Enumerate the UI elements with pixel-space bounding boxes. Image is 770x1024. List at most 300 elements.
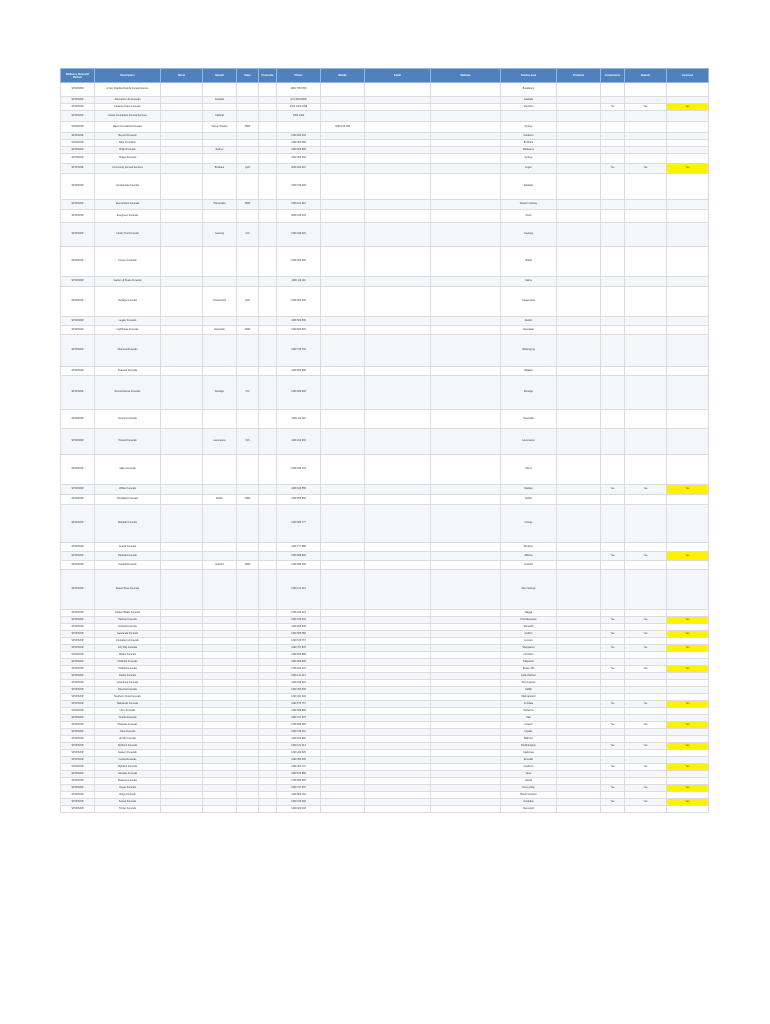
table-cell: SPONSOR bbox=[61, 223, 95, 247]
table-row[interactable] bbox=[61, 799, 709, 806]
table-cell bbox=[431, 200, 501, 210]
table-cell: Brisbane bbox=[501, 140, 557, 147]
table-cell bbox=[365, 133, 431, 140]
table-cell bbox=[321, 543, 365, 552]
table-cell: Yes bbox=[667, 645, 709, 652]
table-cell bbox=[365, 140, 431, 147]
table-cell bbox=[161, 799, 203, 806]
table-row[interactable] bbox=[61, 164, 709, 174]
table-cell: SPONSOR bbox=[61, 785, 95, 792]
table-cell: Hervey Bay bbox=[501, 785, 557, 792]
table-cell: Dubbo bbox=[203, 495, 237, 505]
table-row[interactable] bbox=[61, 729, 709, 736]
column-header[interactable]: Email bbox=[365, 69, 431, 83]
table-cell bbox=[431, 750, 501, 757]
table-cell bbox=[431, 133, 501, 140]
table-row[interactable] bbox=[61, 785, 709, 792]
table-cell bbox=[365, 743, 431, 750]
table-cell: Mount Gambier bbox=[501, 792, 557, 799]
table-cell: Broken Hill bbox=[501, 666, 557, 673]
table-row[interactable] bbox=[61, 376, 709, 410]
table-row[interactable] bbox=[61, 367, 709, 376]
table-cell bbox=[365, 210, 431, 223]
table-cell bbox=[601, 140, 625, 147]
table-cell bbox=[161, 455, 203, 485]
table-row[interactable] bbox=[61, 757, 709, 764]
table-cell bbox=[321, 154, 365, 164]
table-cell bbox=[625, 140, 667, 147]
table-cell bbox=[601, 543, 625, 552]
column-header[interactable]: Website bbox=[431, 69, 501, 83]
table-cell: Brisbane bbox=[203, 164, 237, 174]
table-cell: SPONSOR bbox=[61, 743, 95, 750]
table-row[interactable] bbox=[61, 638, 709, 645]
table-cell bbox=[259, 543, 277, 552]
table-cell bbox=[365, 701, 431, 708]
table-cell bbox=[365, 410, 431, 429]
table-cell bbox=[625, 757, 667, 764]
table-cell bbox=[431, 210, 501, 223]
table-cell: 1300 020 202 bbox=[277, 736, 321, 743]
table-cell bbox=[601, 624, 625, 631]
table-cell bbox=[237, 335, 259, 367]
table-cell bbox=[321, 570, 365, 610]
table-cell bbox=[365, 736, 431, 743]
table-cell bbox=[237, 570, 259, 610]
table-cell: SPONSOR bbox=[61, 552, 95, 561]
table-row[interactable] bbox=[61, 122, 709, 133]
table-cell: SPONSOR bbox=[61, 652, 95, 659]
table-cell bbox=[557, 792, 601, 799]
table-cell bbox=[237, 666, 259, 673]
table-cell: SPONSOR bbox=[61, 715, 95, 722]
table-cell bbox=[601, 97, 625, 104]
column-header[interactable]: Street bbox=[161, 69, 203, 83]
table-row[interactable] bbox=[61, 485, 709, 495]
table-cell: SPONSOR bbox=[61, 722, 95, 729]
table-row[interactable] bbox=[61, 610, 709, 617]
table-cell: 1300 343 434 bbox=[277, 617, 321, 624]
table-row[interactable] bbox=[61, 750, 709, 757]
table-cell bbox=[667, 317, 709, 326]
table-cell: Taree bbox=[501, 771, 557, 778]
table-cell bbox=[625, 83, 667, 97]
table-cell: Remembrance Funerals bbox=[95, 376, 161, 410]
table-row[interactable] bbox=[61, 429, 709, 455]
column-header[interactable]: State bbox=[237, 69, 259, 83]
table-cell bbox=[431, 277, 501, 287]
table-row[interactable] bbox=[61, 505, 709, 543]
table-cell: Ridge Funerals bbox=[95, 792, 161, 799]
table-cell bbox=[237, 757, 259, 764]
table-cell bbox=[431, 736, 501, 743]
table-row[interactable] bbox=[61, 806, 709, 813]
table-cell bbox=[625, 659, 667, 666]
table-cell bbox=[321, 561, 365, 570]
table-cell: Emerald bbox=[501, 757, 557, 764]
table-row[interactable] bbox=[61, 247, 709, 277]
table-cell bbox=[431, 140, 501, 147]
table-cell: Armidale bbox=[501, 701, 557, 708]
table-cell: 1300 242 424 bbox=[277, 680, 321, 687]
table-cell bbox=[203, 659, 237, 666]
table-cell bbox=[259, 743, 277, 750]
table-cell bbox=[601, 750, 625, 757]
table-cell bbox=[161, 104, 203, 111]
table-row[interactable] bbox=[61, 287, 709, 317]
table-cell bbox=[237, 645, 259, 652]
table-cell bbox=[667, 624, 709, 631]
table-cell bbox=[431, 743, 501, 750]
table-cell bbox=[161, 495, 203, 505]
table-cell bbox=[237, 715, 259, 722]
table-cell bbox=[321, 715, 365, 722]
table-cell bbox=[161, 666, 203, 673]
table-cell bbox=[667, 570, 709, 610]
table-cell bbox=[203, 552, 237, 561]
table-cell: SPONSOR bbox=[61, 104, 95, 111]
table-cell bbox=[667, 200, 709, 210]
table-cell: Ipswich bbox=[501, 722, 557, 729]
table-row[interactable] bbox=[61, 200, 709, 210]
table-cell bbox=[431, 638, 501, 645]
table-cell bbox=[431, 570, 501, 610]
table-row[interactable] bbox=[61, 210, 709, 223]
table-row[interactable] bbox=[61, 552, 709, 561]
table-row[interactable] bbox=[61, 722, 709, 729]
table-cell: 1300 797 070 bbox=[277, 785, 321, 792]
column-header[interactable]: Description bbox=[95, 69, 161, 83]
table-cell bbox=[237, 673, 259, 680]
table-cell: Port Augusta bbox=[501, 680, 557, 687]
table-row[interactable] bbox=[61, 771, 709, 778]
table-cell bbox=[601, 429, 625, 455]
table-cell bbox=[667, 505, 709, 543]
table-cell bbox=[625, 223, 667, 247]
table-row[interactable] bbox=[61, 133, 709, 140]
table-cell bbox=[667, 806, 709, 813]
table-cell: Wagga bbox=[501, 610, 557, 617]
table-cell: Parramatta bbox=[203, 200, 237, 210]
table-cell bbox=[203, 687, 237, 694]
table-cell: Acacia Funerals bbox=[95, 543, 161, 552]
table-cell bbox=[601, 561, 625, 570]
table-cell: Eastern Funerals bbox=[95, 750, 161, 757]
table-cell: Chapel Funerals bbox=[95, 154, 161, 164]
table-cell bbox=[625, 652, 667, 659]
table-cell bbox=[321, 277, 365, 287]
table-cell bbox=[321, 317, 365, 326]
table-cell: Yes bbox=[625, 552, 667, 561]
table-cell bbox=[259, 133, 277, 140]
table-cell bbox=[625, 736, 667, 743]
table-cell bbox=[667, 638, 709, 645]
table-row[interactable] bbox=[61, 83, 709, 97]
table-cell: 1300 900 900 bbox=[277, 376, 321, 410]
table-cell bbox=[259, 83, 277, 97]
table-cell bbox=[321, 210, 365, 223]
table-cell: Yes bbox=[625, 785, 667, 792]
table-cell bbox=[203, 680, 237, 687]
table-cell bbox=[431, 610, 501, 617]
table-cell bbox=[365, 495, 431, 505]
table-cell bbox=[625, 778, 667, 785]
table-row[interactable] bbox=[61, 543, 709, 552]
table-cell bbox=[237, 771, 259, 778]
table-row[interactable] bbox=[61, 335, 709, 367]
table-cell bbox=[321, 764, 365, 771]
table-cell: Lismore bbox=[501, 638, 557, 645]
table-cell: Yes bbox=[667, 617, 709, 624]
table-row[interactable] bbox=[61, 743, 709, 750]
table-cell bbox=[161, 764, 203, 771]
table-cell: Pacific Funerals bbox=[95, 673, 161, 680]
table-row[interactable] bbox=[61, 778, 709, 785]
table-cell bbox=[557, 335, 601, 367]
table-cell bbox=[161, 750, 203, 757]
table-cell: NSW bbox=[237, 495, 259, 505]
table-cell bbox=[365, 122, 431, 133]
table-cell: SPONSOR bbox=[61, 83, 95, 97]
table-cell: SPONSOR bbox=[61, 645, 95, 652]
table-cell bbox=[161, 680, 203, 687]
table-cell: SPONSOR bbox=[61, 154, 95, 164]
table-cell bbox=[625, 174, 667, 200]
table-cell bbox=[365, 570, 431, 610]
table-cell bbox=[203, 247, 237, 277]
table-cell: Eternal Rest Funerals bbox=[95, 200, 161, 210]
table-cell bbox=[321, 174, 365, 200]
table-cell bbox=[161, 485, 203, 495]
table-cell: Peaceful Funerals bbox=[95, 367, 161, 376]
column-header[interactable]: Branch bbox=[625, 69, 667, 83]
table-cell bbox=[203, 652, 237, 659]
table-cell bbox=[237, 764, 259, 771]
column-header[interactable]: Commission bbox=[601, 69, 625, 83]
table-cell bbox=[625, 122, 667, 133]
table-cell: Townsville bbox=[501, 410, 557, 429]
table-row[interactable] bbox=[61, 140, 709, 147]
table-cell: Sydney bbox=[501, 154, 557, 164]
table-row[interactable] bbox=[61, 495, 709, 505]
table-cell bbox=[237, 708, 259, 715]
table-cell: Rockhampton bbox=[501, 743, 557, 750]
table-cell bbox=[259, 287, 277, 317]
table-cell: 1300 232 323 bbox=[277, 610, 321, 617]
table-cell bbox=[161, 154, 203, 164]
table-cell bbox=[601, 687, 625, 694]
table-row[interactable] bbox=[61, 317, 709, 326]
table-row[interactable] bbox=[61, 715, 709, 722]
table-cell: Coastal Funerals bbox=[95, 561, 161, 570]
table-cell bbox=[431, 701, 501, 708]
table-row[interactable] bbox=[61, 708, 709, 715]
table-row[interactable] bbox=[61, 277, 709, 287]
table-cell bbox=[431, 694, 501, 701]
column-header[interactable]: Service area bbox=[501, 69, 557, 83]
table-cell: SPONSOR bbox=[61, 277, 95, 287]
table-row[interactable] bbox=[61, 792, 709, 799]
table-cell bbox=[431, 335, 501, 367]
table-cell bbox=[365, 757, 431, 764]
table-cell: 1800 123 456 bbox=[321, 122, 365, 133]
table-cell bbox=[237, 687, 259, 694]
table-row[interactable] bbox=[61, 624, 709, 631]
table-row[interactable] bbox=[61, 673, 709, 680]
table-cell bbox=[365, 326, 431, 335]
table-cell bbox=[203, 750, 237, 757]
table-cell bbox=[321, 552, 365, 561]
table-row[interactable] bbox=[61, 97, 709, 104]
table-cell bbox=[259, 701, 277, 708]
table-row[interactable] bbox=[61, 104, 709, 111]
column-header[interactable]: Products bbox=[557, 69, 601, 83]
table-cell bbox=[667, 140, 709, 147]
column-header[interactable]: Licensed bbox=[667, 69, 709, 83]
table-cell bbox=[259, 659, 277, 666]
table-cell bbox=[667, 223, 709, 247]
table-row[interactable] bbox=[61, 701, 709, 708]
table-cell: 1300 003 333 bbox=[277, 133, 321, 140]
table-cell: Jacaranda Funerals bbox=[95, 631, 161, 638]
table-cell bbox=[321, 652, 365, 659]
column-header[interactable]: Mobile bbox=[321, 69, 365, 83]
table-cell bbox=[601, 638, 625, 645]
table-cell bbox=[625, 335, 667, 367]
table-cell: SPONSOR bbox=[61, 624, 95, 631]
table-row[interactable] bbox=[61, 764, 709, 771]
table-cell bbox=[259, 610, 277, 617]
table-cell bbox=[625, 429, 667, 455]
table-cell bbox=[667, 376, 709, 410]
table-cell bbox=[557, 147, 601, 154]
table-row[interactable] bbox=[61, 666, 709, 673]
table-cell bbox=[321, 638, 365, 645]
table-cell bbox=[203, 210, 237, 223]
table-cell bbox=[237, 750, 259, 757]
table-cell bbox=[237, 83, 259, 97]
table-cell: SPONSOR bbox=[61, 771, 95, 778]
table-cell bbox=[203, 715, 237, 722]
table-cell bbox=[557, 722, 601, 729]
table-cell bbox=[259, 722, 277, 729]
table-cell bbox=[203, 174, 237, 200]
table-cell bbox=[557, 317, 601, 326]
column-header[interactable]: Suburb bbox=[203, 69, 237, 83]
table-cell bbox=[557, 367, 601, 376]
table-cell bbox=[625, 561, 667, 570]
table-cell bbox=[203, 367, 237, 376]
table-cell bbox=[161, 743, 203, 750]
table-row[interactable] bbox=[61, 645, 709, 652]
table-cell: Western Sydney bbox=[501, 200, 557, 210]
table-cell bbox=[259, 277, 277, 287]
table-row[interactable] bbox=[61, 147, 709, 154]
table-row[interactable] bbox=[61, 111, 709, 122]
table-row[interactable] bbox=[61, 326, 709, 335]
table-row[interactable] bbox=[61, 570, 709, 610]
table-cell bbox=[431, 764, 501, 771]
table-cell bbox=[557, 83, 601, 97]
table-cell bbox=[625, 154, 667, 164]
table-row[interactable] bbox=[61, 631, 709, 638]
table-cell bbox=[431, 429, 501, 455]
column-header[interactable]: Postcode bbox=[259, 69, 277, 83]
table-row[interactable] bbox=[61, 455, 709, 485]
table-cell: SPONSOR bbox=[61, 111, 95, 122]
table-cell bbox=[601, 335, 625, 367]
table-cell: Lakeside Funerals bbox=[95, 771, 161, 778]
table-cell: NSW bbox=[237, 326, 259, 335]
table-cell: Adelaide bbox=[501, 174, 557, 200]
table-row[interactable] bbox=[61, 154, 709, 164]
table-cell bbox=[667, 287, 709, 317]
table-cell bbox=[365, 317, 431, 326]
table-cell bbox=[365, 617, 431, 624]
table-cell bbox=[365, 806, 431, 813]
table-cell bbox=[203, 485, 237, 495]
table-cell: Yes bbox=[625, 722, 667, 729]
table-row[interactable] bbox=[61, 687, 709, 694]
table-cell bbox=[237, 111, 259, 122]
table-cell bbox=[365, 778, 431, 785]
table-cell bbox=[259, 792, 277, 799]
table-cell bbox=[203, 673, 237, 680]
table-cell bbox=[625, 277, 667, 287]
table-cell: Carrum Downs bbox=[203, 122, 237, 133]
table-cell bbox=[431, 715, 501, 722]
table-cell bbox=[161, 570, 203, 610]
table-cell bbox=[557, 111, 601, 122]
table-row[interactable] bbox=[61, 561, 709, 570]
table-row[interactable] bbox=[61, 410, 709, 429]
table-cell bbox=[161, 277, 203, 287]
table-cell bbox=[259, 673, 277, 680]
table-cell bbox=[237, 210, 259, 223]
column-header[interactable]: Wellness Financial Partner bbox=[61, 69, 95, 83]
table-cell bbox=[365, 694, 431, 701]
column-header[interactable]: Phone bbox=[277, 69, 321, 83]
table-cell: Yes bbox=[601, 785, 625, 792]
table-cell: 1300 730 000 bbox=[277, 174, 321, 200]
table-cell: Yes bbox=[601, 645, 625, 652]
table-row[interactable] bbox=[61, 659, 709, 666]
table-cell bbox=[557, 764, 601, 771]
table-cell bbox=[431, 680, 501, 687]
table-cell bbox=[161, 200, 203, 210]
table-cell bbox=[259, 140, 277, 147]
table-cell bbox=[203, 792, 237, 799]
table-row[interactable] bbox=[61, 652, 709, 659]
table-row[interactable] bbox=[61, 680, 709, 687]
table-cell: Bunbury bbox=[501, 543, 557, 552]
table-cell: Yes bbox=[601, 764, 625, 771]
table-cell bbox=[259, 708, 277, 715]
table-row[interactable] bbox=[61, 174, 709, 200]
table-row[interactable] bbox=[61, 694, 709, 701]
table-row[interactable] bbox=[61, 617, 709, 624]
table-cell bbox=[557, 376, 601, 410]
table-row[interactable] bbox=[61, 736, 709, 743]
table-cell bbox=[237, 104, 259, 111]
table-cell bbox=[259, 367, 277, 376]
table-cell bbox=[161, 317, 203, 326]
table-cell: Quandong Funerals bbox=[95, 680, 161, 687]
table-cell: Beyond Funerals bbox=[95, 133, 161, 140]
table-row[interactable] bbox=[61, 223, 709, 247]
table-cell bbox=[557, 610, 601, 617]
table-cell bbox=[431, 505, 501, 543]
